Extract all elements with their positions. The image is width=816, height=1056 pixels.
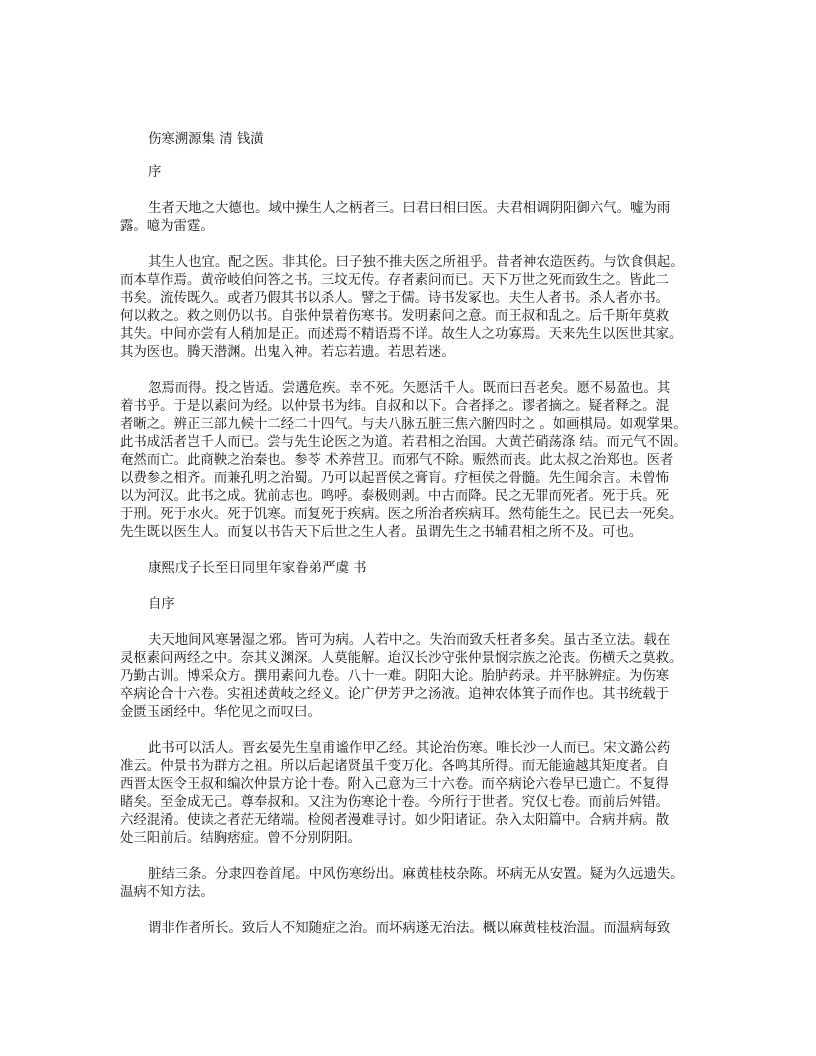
paragraph	[120, 200, 720, 236]
text-line: 其失。中间亦尝有人稍加是正。而述焉不精语焉不详。故生人之功寡焉。天来先生以医世其家。	[120, 327, 683, 342]
text-line: 卒病论合十六卷。实祖述黄岐之经义。论广伊芳尹之汤液。追神农体箕子而作也。其书统载于	[120, 687, 670, 702]
text-line: 奄然而亡。此商鞅之治秦也。参苓 术养营卫。而邪气不除。赈然而丧。此太叔之治郑也。医者	[120, 453, 674, 468]
text-line: 生者天地之大德也。域中操生人之柄者三。曰君曰相曰医。夫君相调阴阳御六气。嘘为雨	[148, 201, 671, 216]
text-line: 先生既以医生人。而复以书告天下后世之生人者。虽谓先生之书辅君相之所不及。可也。	[120, 525, 643, 540]
text-line: 而本草作焉。黄帝岐伯问答之书。三坟无传。存者素问而已。天下万世之死而致生之。皆此二	[120, 273, 670, 288]
text-line: 其生人也宜。配之医。非其伦。曰子独不推夫医之所祖乎。昔者神农造医药。与饮食俱起。	[148, 255, 684, 270]
book-title: 伤寒溯源集 清 钱潢	[148, 132, 264, 147]
paragraph	[120, 866, 720, 902]
paragraph	[120, 254, 720, 362]
paragraph	[120, 380, 720, 542]
text-line: 此书成活者岂千人而已。尝与先生论医之为道。若君相之治国。大黄芒硝荡涤 结。而元气不固。	[120, 435, 687, 450]
text-line: 睹矣。至金成无己。尊奉叔和。又注为伤寒论十卷。今所行于世者。究仅七卷。而前后舛错。	[120, 795, 670, 810]
text-line: 于刑。死于水火。死于饥寒。而复死于疾病。医之所治者疾病耳。然苟能生之。民已去一死矣。	[120, 507, 683, 522]
text-line: 西晋太医令王叔和编次仲景方论十卷。附入己意为三十六卷。而卒病论六卷早已遗亡。不复得	[120, 777, 670, 792]
text-line: 其为医也。腾天潜渊。出鬼入神。若忘若遗。若思若迷。	[120, 345, 455, 360]
text-line: 何以救之。救之则仍以书。自张仲景着伤寒书。发明素问之意。而王叔和乱之。后千斯年莫救	[120, 309, 670, 324]
preface-body	[120, 200, 720, 542]
text-line: 乃勤古训。博采众方。撰用素问九卷。八十一难。阴阳大论。胎胪药录。并平脉辨症。为伤寒	[120, 669, 670, 684]
text-line: 准云。仲景书为群方之祖。所以后起诸贤虽千变万化。各鸣其所得。而无能逾越其矩度者。自	[120, 759, 670, 774]
text-line: 此书可以活人。晋玄晏先生皇甫谧作甲乙经。其论治伤寒。唯长沙一人而已。宋文潞公药	[148, 741, 671, 756]
text-line: 处三阳前后。结胸痞症。曾不分别阴阳。	[120, 831, 362, 846]
text-line: 以为河汉。此书之成。犹前志也。鸣呼。泰极则剥。中古而降。民之无罪而死者。死于兵。死	[120, 489, 670, 504]
paragraph	[120, 920, 720, 938]
preface-signature: 康熙戊子长至日同里年家眷弟严虞 书	[148, 561, 367, 576]
author-preface-heading: 自序	[148, 597, 175, 612]
text-line: 以费参之相齐。而兼孔明之治蜀。乃可以起晋侯之膏肓。疗桓侯之骨髓。先生闻余言。未曾怖	[120, 471, 670, 486]
text-line: 温病不知方法。	[120, 885, 214, 900]
text-line: 脏结三条。分隶四卷首尾。中风伤寒纷出。麻黄桂枝杂陈。坏病无从安置。疑为久远遗失。	[148, 867, 684, 882]
text-line: 书矣。流传既久。或者乃假其书以杀人。譬之于儒。诗书发冢也。夫生人者书。杀人者亦书。	[120, 291, 670, 306]
text-line: 金匮玉函经中。华佗见之而叹曰。	[120, 705, 321, 720]
preface-heading: 序	[148, 165, 162, 180]
text-line: 夫天地间风寒暑湿之邪。皆可为病。人若中之。失治而致夭枉者多矣。虽古圣立法。载在	[148, 633, 671, 648]
text-line: 者晰之。辨正三部九候十二经二十四气。与夫八脉五脏三焦六腑四时之 。如画棋局。如观掌果。	[120, 417, 687, 432]
text-line: 六经混淆。使读之者茫无绪端。检阅者漫难寻讨。如少阳诸证。杂入太阳篇中。合病并病。散	[120, 813, 670, 828]
text-line: 忽焉而得。投之皆适。尝遘危疾。幸不死。矢愿活千人。既而曰吾老矣。愿不易盈也。其	[148, 381, 671, 396]
text-line: 灵枢素问两经之中。奈其义渊深。人莫能解。迨汉长沙守张仲景悯宗族之沦丧。伤横夭之莫救。	[120, 651, 683, 666]
paragraph	[120, 632, 720, 722]
text-line: 露。噫为雷霆。	[120, 219, 214, 234]
text-line: 着书乎。于是以素问为经。以仲景书为纬。自叔和以下。合者择之。谬者摘之。疑者释之。混	[120, 399, 670, 414]
text-line: 谓非作者所长。致后人不知随症之治。而坏病遂无治法。概以麻黄桂枝治温。而温病每致	[148, 921, 671, 936]
author-preface-body	[120, 632, 720, 938]
paragraph	[120, 740, 720, 848]
